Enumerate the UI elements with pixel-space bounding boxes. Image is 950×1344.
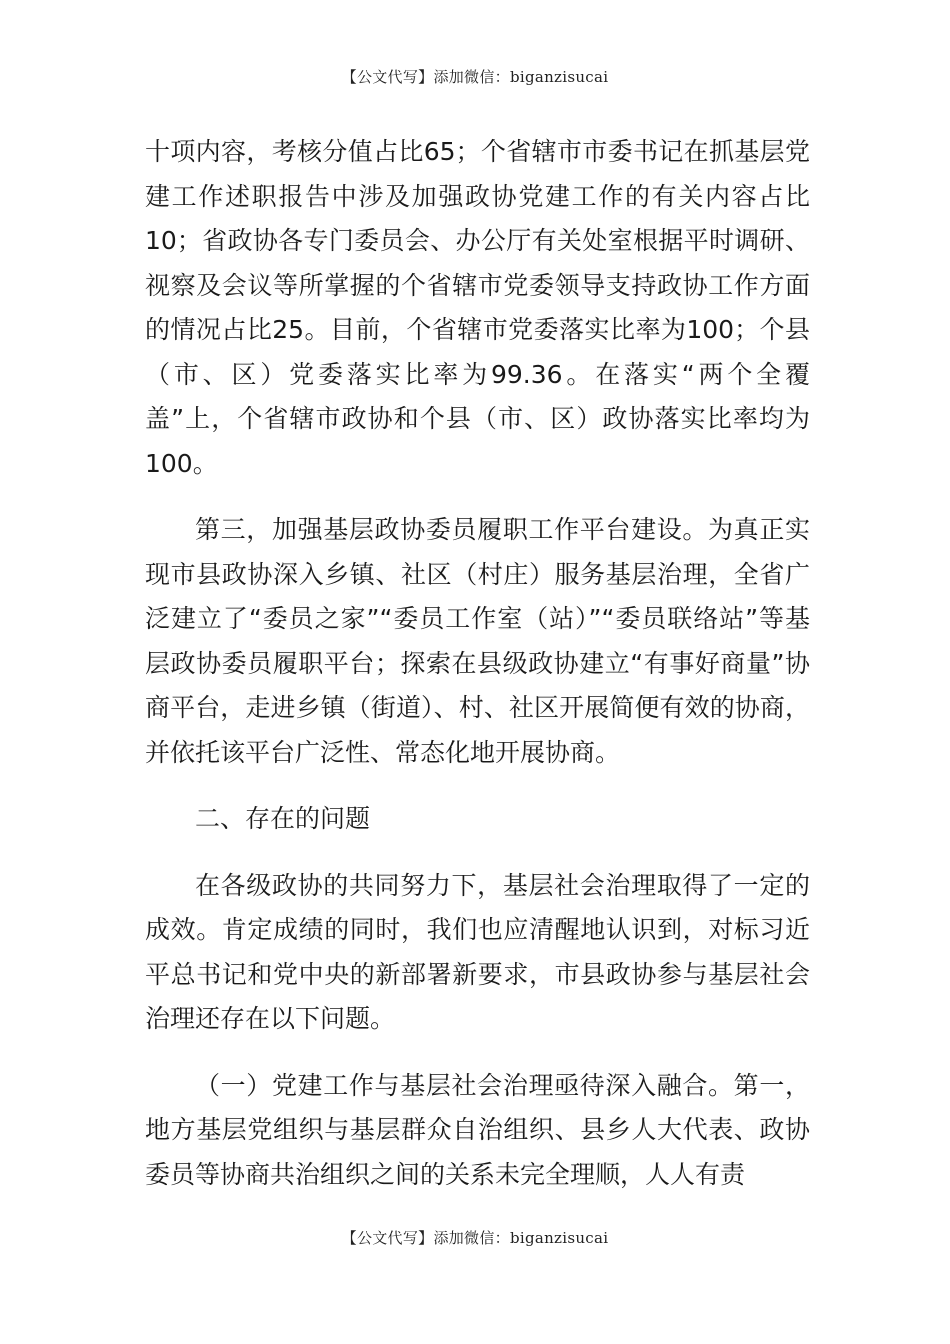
section-heading-problems: 二、存在的问题	[195, 804, 371, 833]
paragraph-third-point: 第三，加强基层政协委员履职工作平台建设。为真正实现市县政协深入乡镇、社区（村庄）服务基层治理，全省广泛建立了“委员之家”“委员工作室（站）”“委员联络站”等基层政协委员履职平台；探索在县级政协建立“有事好商量”协商平台，走进乡镇（街道）、村、社区开展简便有效的协商，并依托该平台广泛性、常态化地开展协商。	[145, 515, 810, 767]
paragraph-subsection-one: （一）党建工作与基层社会治理亟待深入融合。第一，地方基层党组织与基层群众自治组织、县乡人大代表、政协委员等协商共治组织之间的关系未完全理顺，人人有责	[145, 1070, 810, 1189]
page-header: 【公文代写】添加微信：biganzisucai	[341, 68, 609, 86]
paragraph-continued: 十项内容，考核分值占比65；个省辖市市委书记在抓基层党建工作述职报告中涉及加强政协党建工作的有关内容占比10；省政协各专门委员会、办公厅有关处室根据平时调研、视察及会议等所掌握的个省辖市党委领导支持政协工作方面的情况占比25。目前，个省辖市党委落实比率为100；个县（市、区）党委落实比率为99.36。在落实“两个全覆盖”上，个省辖市政协和个县（市、区）政协落实比率均为100。	[145, 137, 810, 478]
document-body	[145, 130, 810, 1219]
paragraph-problems-intro: 在各级政协的共同努力下，基层社会治理取得了一定的成效。肯定成绩的同时，我们也应清醒地认识到，对标习近平总书记和党中央的新部署新要求，市县政协参与基层社会治理还存在以下问题。	[145, 870, 810, 1033]
page-footer: 【公文代写】添加微信：biganzisucai	[341, 1229, 609, 1247]
